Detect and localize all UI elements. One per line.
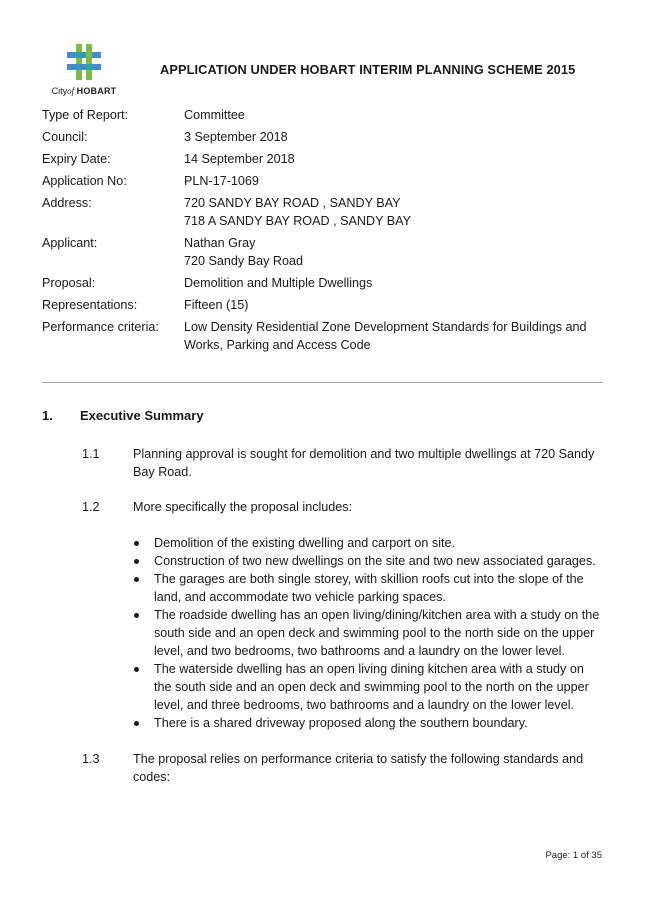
detail-value xyxy=(184,318,624,354)
detail-label: Address: xyxy=(42,196,92,210)
detail-value-line: 720 Sandy Bay Road xyxy=(184,254,304,268)
detail-label: Council: xyxy=(42,130,88,144)
page-number: Page: 1 of 35 xyxy=(545,850,602,861)
detail-value xyxy=(184,150,624,168)
bullet-item xyxy=(131,606,603,660)
detail-value xyxy=(184,106,624,124)
logo-of: of xyxy=(67,86,75,96)
logo-city: City xyxy=(51,86,68,96)
paragraph-text: The proposal relies on performance criteria to satisfy the following standards and codes: xyxy=(133,752,584,784)
bullet-text: Construction of two new dwellings on the site and two new associated garages. xyxy=(154,554,596,568)
logo-wordmark xyxy=(46,86,122,96)
bullet-icon xyxy=(134,541,139,546)
detail-label: Application No: xyxy=(42,174,127,188)
bullet-icon xyxy=(134,577,139,582)
detail-value-line: 718 A SANDY BAY ROAD , SANDY BAY xyxy=(184,214,412,228)
detail-label: Performance criteria: xyxy=(42,320,159,334)
detail-label: Applicant: xyxy=(42,236,98,250)
section-number: 1. xyxy=(42,408,53,423)
city-of-hobart-emblem-icon xyxy=(63,44,105,82)
detail-value-line: Fifteen (15) xyxy=(184,298,249,312)
detail-value xyxy=(184,172,624,190)
detail-value xyxy=(184,234,624,270)
bullet-text: The garages are both single storey, with skillion roofs cut into the slope of the land, and accommodate two vehicle parking spaces. xyxy=(154,572,584,604)
paragraph-text: More specifically the proposal includes: xyxy=(133,500,353,514)
bullet-item xyxy=(131,660,603,714)
paragraph-number: 1.3 xyxy=(82,752,100,766)
bullet-item xyxy=(131,714,603,732)
proposal-bullet-list xyxy=(131,534,603,732)
detail-value-line: 14 September 2018 xyxy=(184,152,295,166)
bullet-icon xyxy=(134,559,139,564)
detail-value-line: Low Density Residential Zone Development Standards for Buildings and Works, Parking and Access Code xyxy=(184,320,587,352)
detail-value-line: 720 SANDY BAY ROAD , SANDY BAY xyxy=(184,196,401,210)
detail-value xyxy=(184,296,624,314)
detail-value-line: Nathan Gray xyxy=(184,236,256,250)
detail-label: Representations: xyxy=(42,298,138,312)
section-title: Executive Summary xyxy=(80,408,204,423)
bullet-item xyxy=(131,552,603,570)
paragraph-text: Planning approval is sought for demolition and two multiple dwellings at 720 Sandy Bay Road. xyxy=(133,447,595,479)
divider xyxy=(42,382,603,383)
paragraph-number: 1.2 xyxy=(82,500,100,514)
bullet-item xyxy=(131,570,603,606)
document-title: APPLICATION UNDER HOBART INTERIM PLANNING SCHEME 2015 xyxy=(160,62,576,77)
detail-value-line: Committee xyxy=(184,108,245,122)
bullet-item xyxy=(131,534,603,552)
detail-value-line: 3 September 2018 xyxy=(184,130,288,144)
detail-value-line: Demolition and Multiple Dwellings xyxy=(184,276,373,290)
bullet-icon xyxy=(134,613,139,618)
detail-value-line: PLN-17-1069 xyxy=(184,174,259,188)
detail-value xyxy=(184,274,624,292)
bullet-icon xyxy=(134,667,139,672)
detail-label: Type of Report: xyxy=(42,108,129,122)
paragraph-number: 1.1 xyxy=(82,447,100,461)
detail-value xyxy=(184,194,624,230)
bullet-text: Demolition of the existing dwelling and carport on site. xyxy=(154,536,456,550)
detail-value xyxy=(184,128,624,146)
bullet-text: The roadside dwelling has an open living/dining/kitchen area with a study on the south side and an open deck and swimming pool to the north side on the upper level, and two bedrooms, two bathrooms and a laundry on the lower level. xyxy=(154,608,600,658)
detail-label: Proposal: xyxy=(42,276,96,290)
city-of-hobart-logo xyxy=(46,44,122,100)
bullet-icon xyxy=(134,721,139,726)
logo-hobart: HOBART xyxy=(76,86,117,96)
bullet-text: The waterside dwelling has an open living dining kitchen area with a study on the south side and an open deck and swimming pool to the north on the upper level, and three bedrooms, two bathrooms and a laundry on the lower level. xyxy=(154,662,589,712)
bullet-text: There is a shared driveway proposed along the southern boundary. xyxy=(154,716,528,730)
detail-label: Expiry Date: xyxy=(42,152,111,166)
